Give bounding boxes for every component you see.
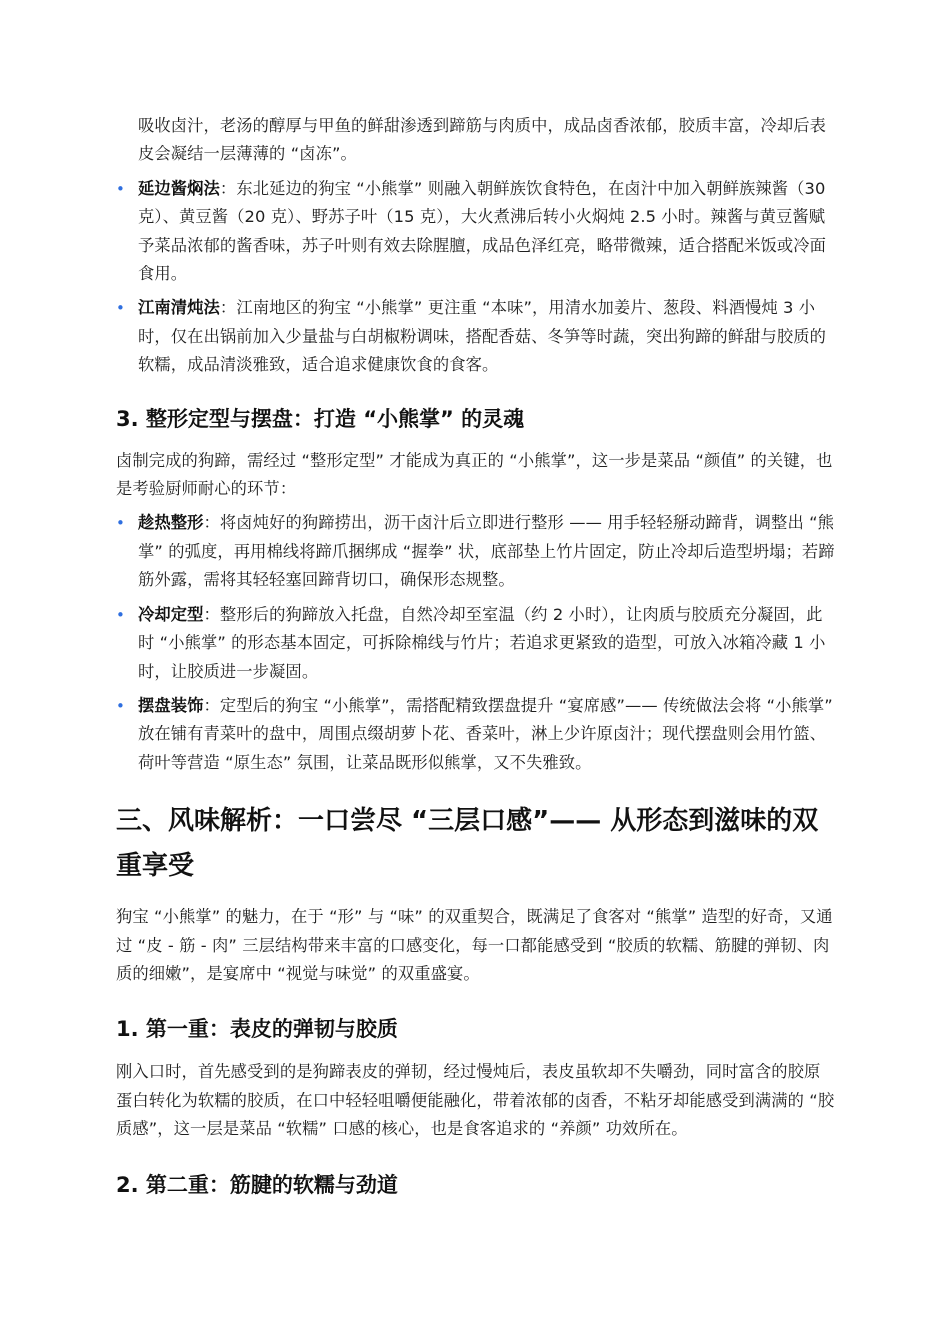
chapter-intro: 狗宝 “小熊掌” 的魅力，在于 “形” 与 “味” 的双重契合，既满足了食客对 “熊掌” 造型的好奇，又通过 “皮 - 筋 - 肉” 三层结构带来丰富的口感变化，每一口都能感受到 “胶质的软糯、筋腱的弹韧、肉质的细嫩”，是宴席中 “视觉与味觉” 的双重盛宴。 bbox=[116, 907, 833, 983]
bullet-icon: • bbox=[116, 696, 125, 715]
bullet-icon: • bbox=[116, 514, 125, 533]
section-heading: 3. 整形定型与摆盘：打造 “小熊掌” 的灵魂 bbox=[116, 406, 525, 431]
top-continuation-text: 吸收卤汁，老汤的醇厚与甲鱼的鲜甜渗透到蹄筋与肉质中，成品卤香浓郁，胶质丰富，冷却后表皮会凝结一层薄薄的 “卤冻”。 bbox=[138, 116, 827, 164]
bullet-icon: • bbox=[116, 179, 125, 198]
subsection-heading: 1. 第一重：表皮的弹韧与胶质 bbox=[116, 1017, 398, 1042]
shaping-steps-list bbox=[116, 509, 836, 777]
bullet-icon: • bbox=[116, 299, 125, 318]
list-item: • 趁热整形：将卤炖好的狗蹄捞出，沥干卤汁后立即进行整形 —— 用手轻轻掰动蹄背，调整出 “熊掌” 的弧度，再用棉线将蹄爪捆绑成 “握拳” 状，底部垫上竹片固定，防止冷却后造型坍塌；若蹄筋外露，需将其轻轻塞回蹄背切口，确保形态规整。 bbox=[116, 509, 836, 594]
list-item: • 摆盘装饰：定型后的狗宝 “小熊掌”，需搭配精致摆盘提升 “宴席感”—— 传统做法会将 “小熊掌” 放在铺有青菜叶的盘中，周围点缀胡萝卜花、香菜叶，淋上少许原卤汁；现代摆盘则会用竹篮、荷叶等营造 “原生态” 氛围，让菜品既形似熊掌，又不失雅致。 bbox=[116, 692, 836, 777]
chapter-heading: 三、风味解析：一口尝尽 “三层口感”—— 从形态到滋味的双重享受 bbox=[116, 806, 819, 882]
section-intro: 卤制完成的狗蹄，需经过 “整形定型” 才能成为真正的 “小熊掌”，这一步是菜品 “颜值” 的关键，也是考验厨师耐心的环节： bbox=[116, 450, 833, 499]
list-item: • 江南清炖法：江南地区的狗宝 “小熊掌” 更注重 “本味”，用清水加姜片、葱段、料酒慢炖 3 小时，仅在出锅前加入少量盐与白胡椒粉调味，搭配香菇、冬笋等时蔬，突出狗蹄的鲜甜与胶质的软糯，成品清淡雅致，适合追求健康饮食的食客。 bbox=[116, 294, 836, 379]
subsection-text: 刚入口时，首先感受到的是狗蹄表皮的弹韧，经过慢炖后，表皮虽软却不失嚼劲，同时富含的胶原蛋白转化为软糯的胶质，在口中轻轻咀嚼便能融化，带着浓郁的卤香，不粘牙却能感受到满满的 “胶质感”，这一层是菜品 “软糯” 口感的核心，也是食客追求的 “养颜” 功效所在。 bbox=[116, 1062, 835, 1139]
document-page bbox=[116, 112, 836, 1200]
subsection-heading: 2. 第二重：筋腱的软糯与劲道 bbox=[116, 1172, 398, 1197]
list-item: • 延边酱焖法：东北延边的狗宝 “小熊掌” 则融入朝鲜族饮食特色，在卤汁中加入朝鲜族辣酱（30 克）、黄豆酱（20 克）、野苏子叶（15 克），大火煮沸后转小火焖炖 2.5 小时。辣酱与黄豆酱赋予菜品浓郁的酱香味，苏子叶则有效去除腥膻，成品色泽红亮，略带微辣，适合搭配米饭或冷面食用。 bbox=[116, 175, 836, 289]
regional-methods-list bbox=[116, 175, 836, 380]
bullet-icon: • bbox=[116, 605, 125, 624]
list-item: • 冷却定型：整形后的狗蹄放入托盘，自然冷却至室温（约 2 小时），让肉质与胶质充分凝固，此时 “小熊掌” 的形态基本固定，可拆除棉线与竹片；若追求更紧致的造型，可放入冰箱冷藏 1 小时，让胶质进一步凝固。 bbox=[116, 601, 836, 686]
